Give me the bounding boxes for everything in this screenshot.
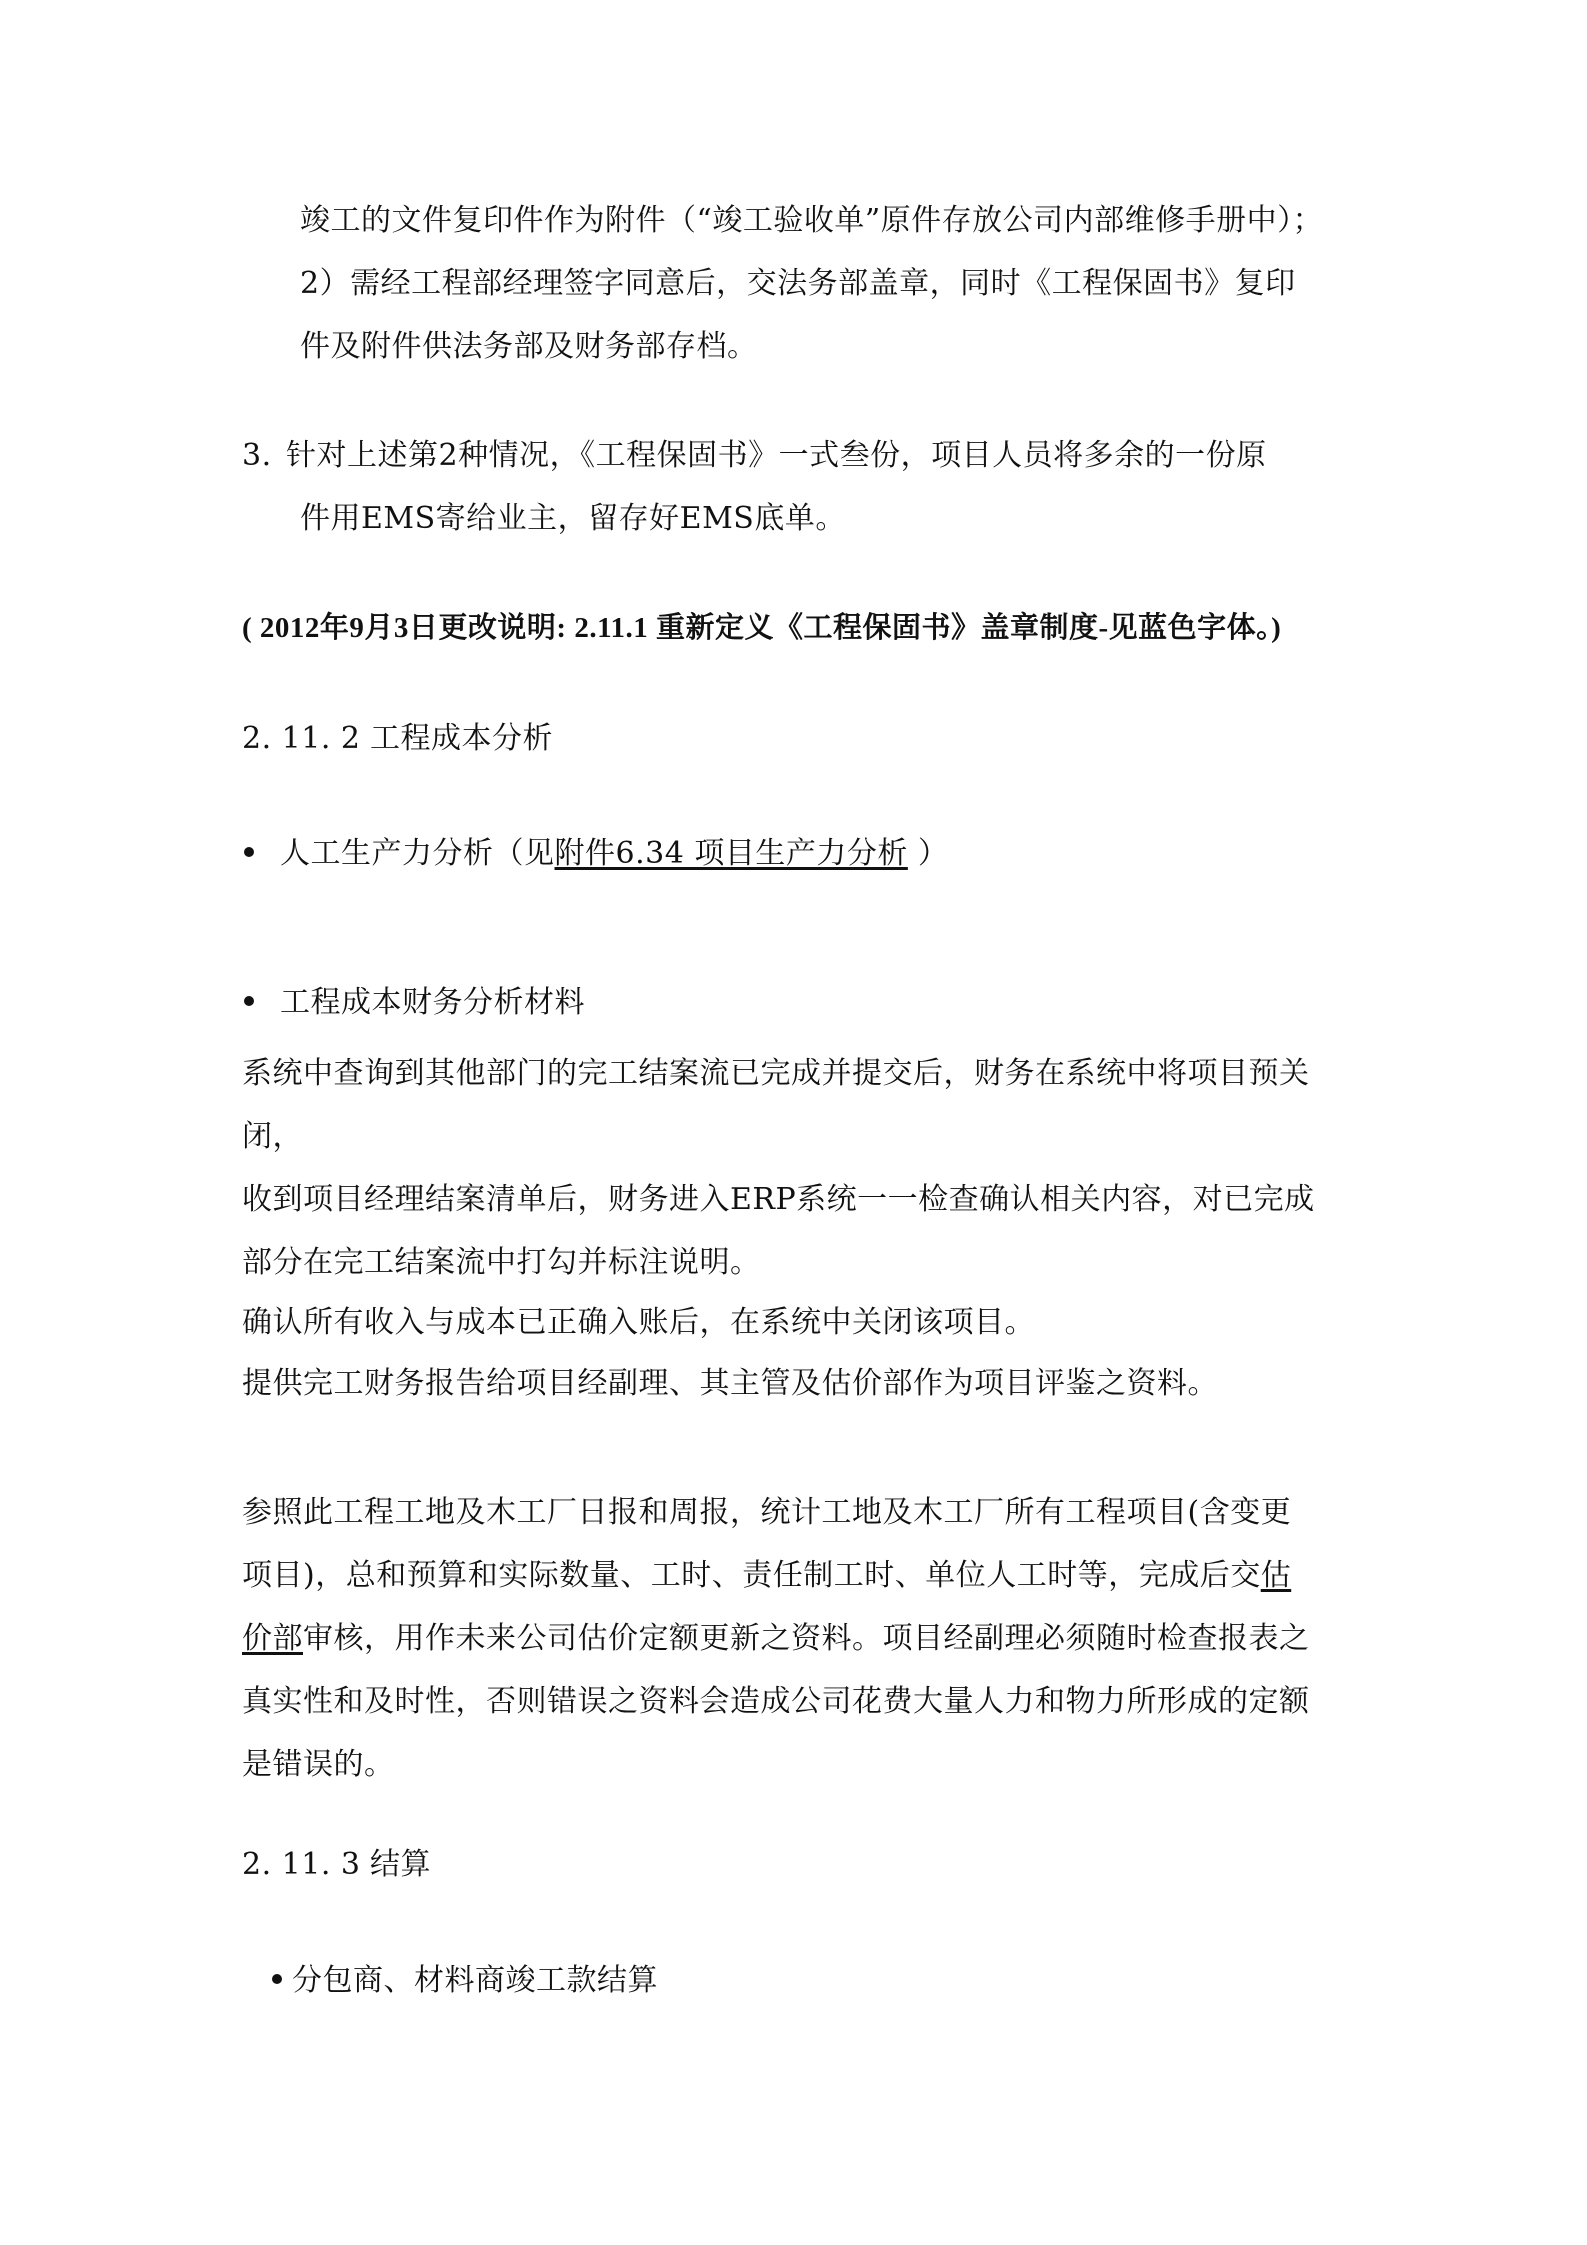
list-item-3-line-1: 针对上述第2种情况，《工程保固书》一式叁份，项目人员将多余的一份原 — [286, 438, 1267, 473]
estimation-dept-link-part-1[interactable]: 估 — [1260, 1558, 1292, 1593]
section-number: 2. 11. 2 — [242, 721, 361, 756]
bullet-icon — [272, 1974, 282, 1984]
continuation-line-3: 件及附件供法务部及财务部存档。 — [300, 329, 758, 364]
finance-paragraph-line-2: 闭， — [242, 1119, 303, 1154]
list-item-3-number: 3. — [242, 438, 272, 473]
bullet-finance-label: 工程成本财务分析材料 — [280, 985, 585, 1020]
continuation-line-1: 竣工的文件复印件作为附件（“竣工验收单”原件存放公司内部维修手册中）； — [300, 203, 1324, 238]
section-title: 工程成本分析 — [370, 721, 553, 756]
stats-paragraph-line-4: 真实性和及时性，否则错误之资料会造成公司花费大量人力和物力所形成的定额 — [242, 1684, 1310, 1719]
finance-paragraph-line-1: 系统中查询到其他部门的完工结案流已完成并提交后，财务在系统中将项目预关 — [242, 1056, 1310, 1091]
section-title: 结算 — [370, 1847, 431, 1882]
section-heading-2-11-3 — [242, 1846, 431, 1884]
bullet-productivity-prefix: 人工生产力分析（见 — [280, 836, 555, 871]
bullet-settlement-label: 分包商、材料商竣工款结算 — [292, 1963, 658, 1998]
section-heading-2-11-2 — [242, 720, 553, 758]
list-item-3-line-2: 件用EMS寄给业主，留存好EMS底单。 — [300, 501, 846, 536]
finance-paragraph-line-3: 收到项目经理结案清单后，财务进入ERP系统一一检查确认相关内容，对已完成 — [242, 1182, 1315, 1217]
estimation-dept-link-part-2[interactable]: 价部 — [242, 1621, 303, 1656]
stats-paragraph-line-1: 参照此工程工地及木工厂日报和周报，统计工地及木工厂所有工程项目(含变更 — [242, 1495, 1292, 1530]
section-number: 2. 11. 3 — [242, 1847, 361, 1882]
bullet-finance — [244, 984, 585, 1022]
stats-line-2-text: 项目)，总和预算和实际数量、工时、责任制工时、单位人工时等，完成后交 — [242, 1558, 1261, 1593]
bullet-icon — [244, 996, 254, 1006]
change-note: ( 2012年9月3日更改说明: 2.11.1 重新定义《工程保固书》盖章制度-见蓝色字体。) — [242, 612, 1282, 644]
productivity-attachment-link[interactable]: 附件6.34 项目生产力分析 — [554, 836, 908, 871]
stats-paragraph-line-2 — [242, 1557, 1291, 1595]
bullet-productivity-suffix: ） — [907, 836, 949, 871]
finance-paragraph-line-6: 提供完工财务报告给项目经副理、其主管及估价部作为项目评鉴之资料。 — [242, 1366, 1218, 1401]
stats-line-3-text: 审核，用作未来公司估价定额更新之资料。项目经副理必须随时检查报表之 — [303, 1621, 1310, 1656]
continuation-line-2: 2）需经工程部经理签字同意后，交法务部盖章，同时《工程保固书》复印 — [300, 266, 1296, 301]
list-item-3 — [242, 437, 1267, 475]
bullet-productivity — [244, 835, 948, 873]
finance-paragraph-line-4: 部分在完工结案流中打勾并标注说明。 — [242, 1245, 761, 1280]
stats-paragraph-line-3 — [242, 1620, 1310, 1658]
stats-paragraph-line-5: 是错误的。 — [242, 1747, 395, 1782]
bullet-icon — [244, 847, 254, 857]
bullet-settlement — [272, 1962, 658, 2000]
finance-paragraph-line-5: 确认所有收入与成本已正确入账后，在系统中关闭该项目。 — [242, 1305, 1035, 1340]
